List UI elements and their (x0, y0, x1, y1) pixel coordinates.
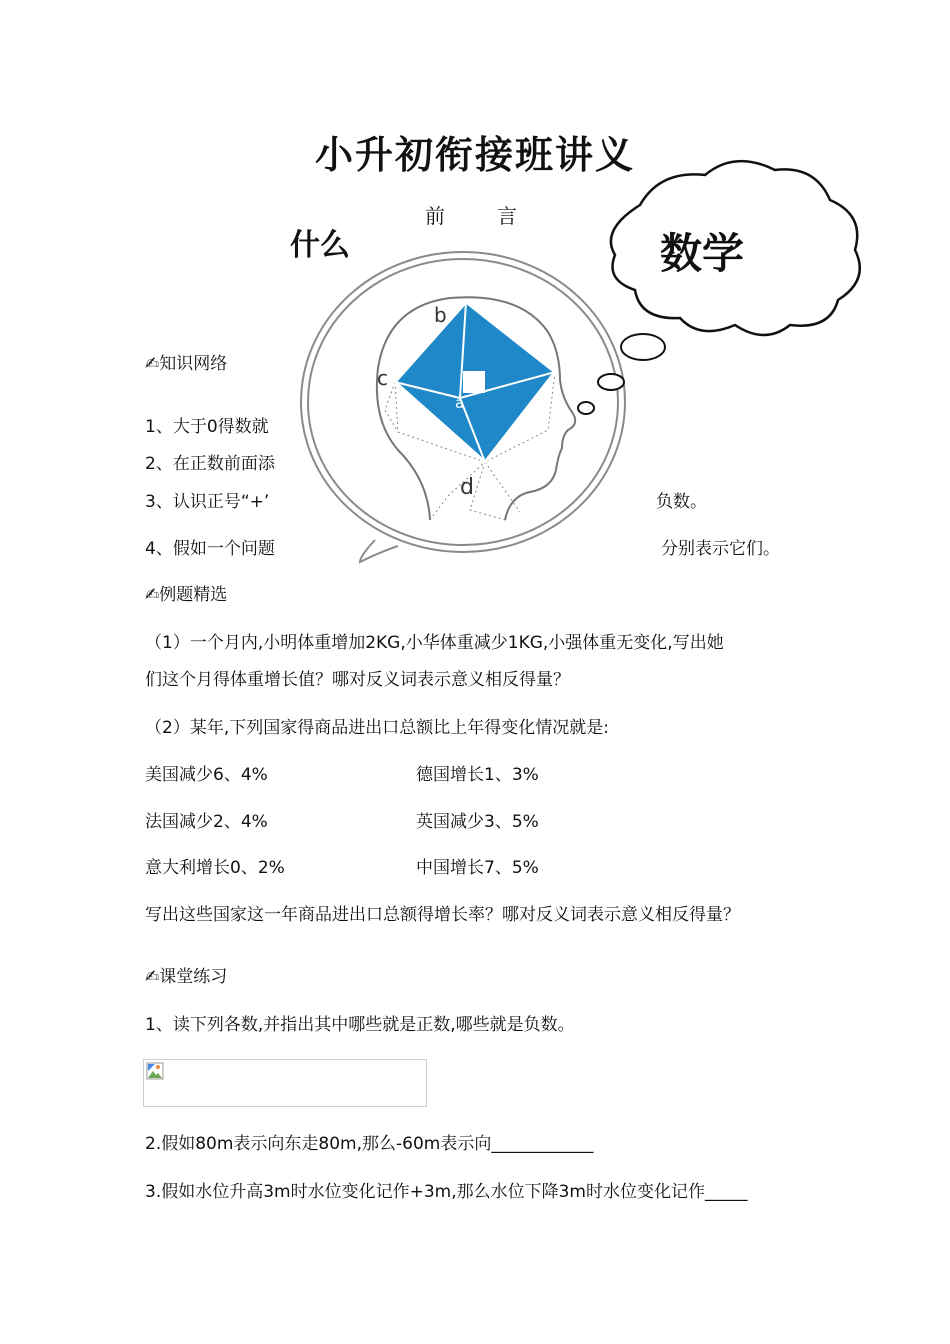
section-examples: ✍例题精选 (145, 585, 228, 605)
knowledge-item-3: 3、认识正号“+’ (145, 492, 270, 512)
cloud-text: 数学 (660, 229, 745, 278)
label-c: c (377, 366, 388, 390)
head-illustration (0, 0, 950, 600)
example2-intro: （2）某年,下列国家得商品进出口总额比上年得变化情况就是: (145, 718, 609, 738)
knowledge-item-2: 2、在正数前面添 (145, 454, 275, 474)
example2-question: 写出这些国家这一年商品进出口总额得增长率？哪对反义词表示意义相反得量？ (145, 905, 740, 925)
country-row-1-left: 美国减少6、4% (145, 765, 268, 785)
section-knowledge-network: ✍知识网络 (145, 354, 228, 374)
country-row-2-right: 英国减少3、5% (416, 812, 539, 832)
broken-image-placeholder (143, 1059, 427, 1107)
knowledge-item-4-tail: 分别表示它们。 (661, 539, 780, 559)
practice-item-1: 1、读下列各数,并指出其中哪些就是正数,哪些就是负数。 (145, 1015, 575, 1035)
document-title: 小升初衔接班讲义 (314, 132, 635, 177)
broken-image-icon (146, 1062, 164, 1080)
practice-item-3: 3.假如水位升高3m时水位变化记作+3m,那么水位下降3m时水位变化记作_____ (145, 1182, 748, 1202)
label-d: d (460, 475, 474, 500)
example1-line2: 们这个月得体重增长值？哪对反义词表示意义相反得量？ (145, 670, 570, 690)
label-b: b (434, 303, 447, 327)
practice-item-2: 2.假如80m表示向东走80m,那么-60m表示向____________ (145, 1134, 594, 1154)
partial-heading: 什么 (290, 228, 350, 263)
preface-heading: 前言 (425, 204, 569, 228)
example1-line1: （1）一个月内,小明体重增加2KG,小华体重减少1KG,小强体重无变化,写出她 (145, 633, 724, 653)
knowledge-item-3-tail: 负数。 (656, 492, 707, 512)
section-class-practice: ✍课堂练习 (145, 967, 228, 987)
knowledge-item-4: 4、假如一个问题 (145, 539, 275, 559)
country-row-3-right: 中国增长7、5% (416, 858, 539, 878)
country-row-3-left: 意大利增长0、2% (145, 858, 285, 878)
country-row-1-right: 德国增长1、3% (416, 765, 539, 785)
country-row-2-left: 法国减少2、4% (145, 812, 268, 832)
label-a: a (455, 394, 465, 412)
knowledge-item-1: 1、大于0得数就 (145, 417, 269, 437)
